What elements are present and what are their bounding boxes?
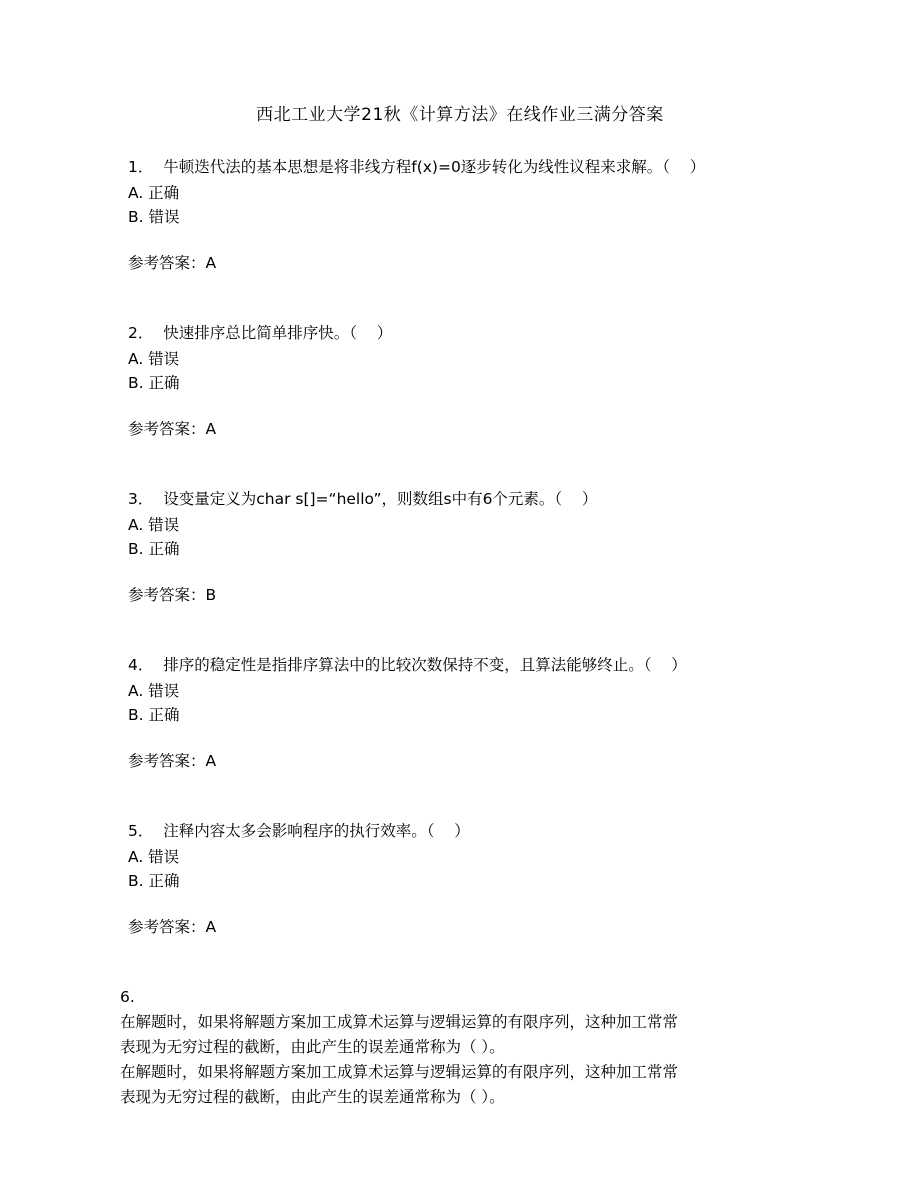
question-block: [120, 985, 792, 1109]
answer-label: 参考答案：: [128, 420, 206, 439]
answer-value: B: [205, 586, 217, 605]
question-text: 设变量定义为char s[]=“hello”，则数组s中有6个元素。（ ）: [163, 490, 598, 509]
question-number: 1．: [128, 158, 154, 176]
question-option: B. 正确: [128, 540, 180, 559]
question-option: A. 正确: [128, 184, 180, 203]
question-stem: [128, 321, 792, 345]
answer-label: 参考答案：: [128, 752, 206, 771]
question-option: B. 正确: [128, 872, 180, 891]
question-option: A. 错误: [128, 682, 180, 701]
question-block: [128, 487, 792, 607]
question-stem: [128, 487, 792, 511]
question-option: A. 错误: [128, 350, 180, 369]
question-number: 6.: [120, 988, 135, 1007]
answer-value: A: [205, 918, 217, 937]
answer-value: A: [205, 752, 217, 771]
question-number: 5．: [128, 822, 154, 841]
question-stem: [128, 155, 792, 179]
page-title: 西北工业大学21秋《计算方法》在线作业三满分答案: [256, 105, 664, 125]
question-answer: [128, 583, 792, 607]
question-block: [128, 321, 792, 441]
question-answer: [128, 915, 792, 939]
question-answer: [128, 749, 792, 773]
question-text: 快速排序总比简单排序快。（ ）: [163, 324, 393, 343]
question-text: 排序的稳定性是指排序算法中的比较次数保持不变，且算法能够终止。（ ）: [163, 656, 687, 675]
answer-label: 参考答案：: [128, 918, 206, 937]
question-option: A. 错误: [128, 848, 180, 867]
question-number: 2．: [128, 324, 154, 343]
question-block: [128, 155, 792, 275]
question-block: [128, 819, 792, 939]
answer-value: A: [205, 420, 217, 439]
question-text-line: 表现为无穷过程的截断，由此产生的误差通常称为（ ）。: [120, 1037, 505, 1056]
question-option: A. 错误: [128, 516, 180, 535]
question-text: 牛顿迭代法的基本思想是将非线方程f(x)=0逐步转化为线性议程来求解。（ ）: [163, 158, 706, 176]
question-answer: [128, 417, 792, 441]
document-body: [0, 155, 920, 1109]
question-option: B. 正确: [128, 374, 180, 393]
question-text-line: 在解题时，如果将解题方案加工成算术运算与逻辑运算的有限序列，这种加工常常: [120, 1013, 679, 1032]
question-stem: [128, 819, 792, 843]
question-text: 注释内容太多会影响程序的执行效率。（ ）: [163, 822, 470, 841]
question-answer: [128, 251, 792, 275]
question-option: B. 正确: [128, 706, 180, 725]
question-text-line: 在解题时，如果将解题方案加工成算术运算与逻辑运算的有限序列，这种加工常常: [120, 1062, 679, 1081]
answer-label: 参考答案：: [128, 254, 206, 273]
answer-label: 参考答案：: [128, 586, 206, 605]
answer-value: A: [205, 254, 217, 273]
question-text-line: 表现为无穷过程的截断，由此产生的误差通常称为（ ）。: [120, 1087, 505, 1106]
question-number: 4．: [128, 656, 154, 675]
question-block: [128, 653, 792, 773]
question-option: B. 错误: [128, 208, 180, 227]
question-number: 3．: [128, 490, 154, 509]
question-stem: [128, 653, 792, 677]
